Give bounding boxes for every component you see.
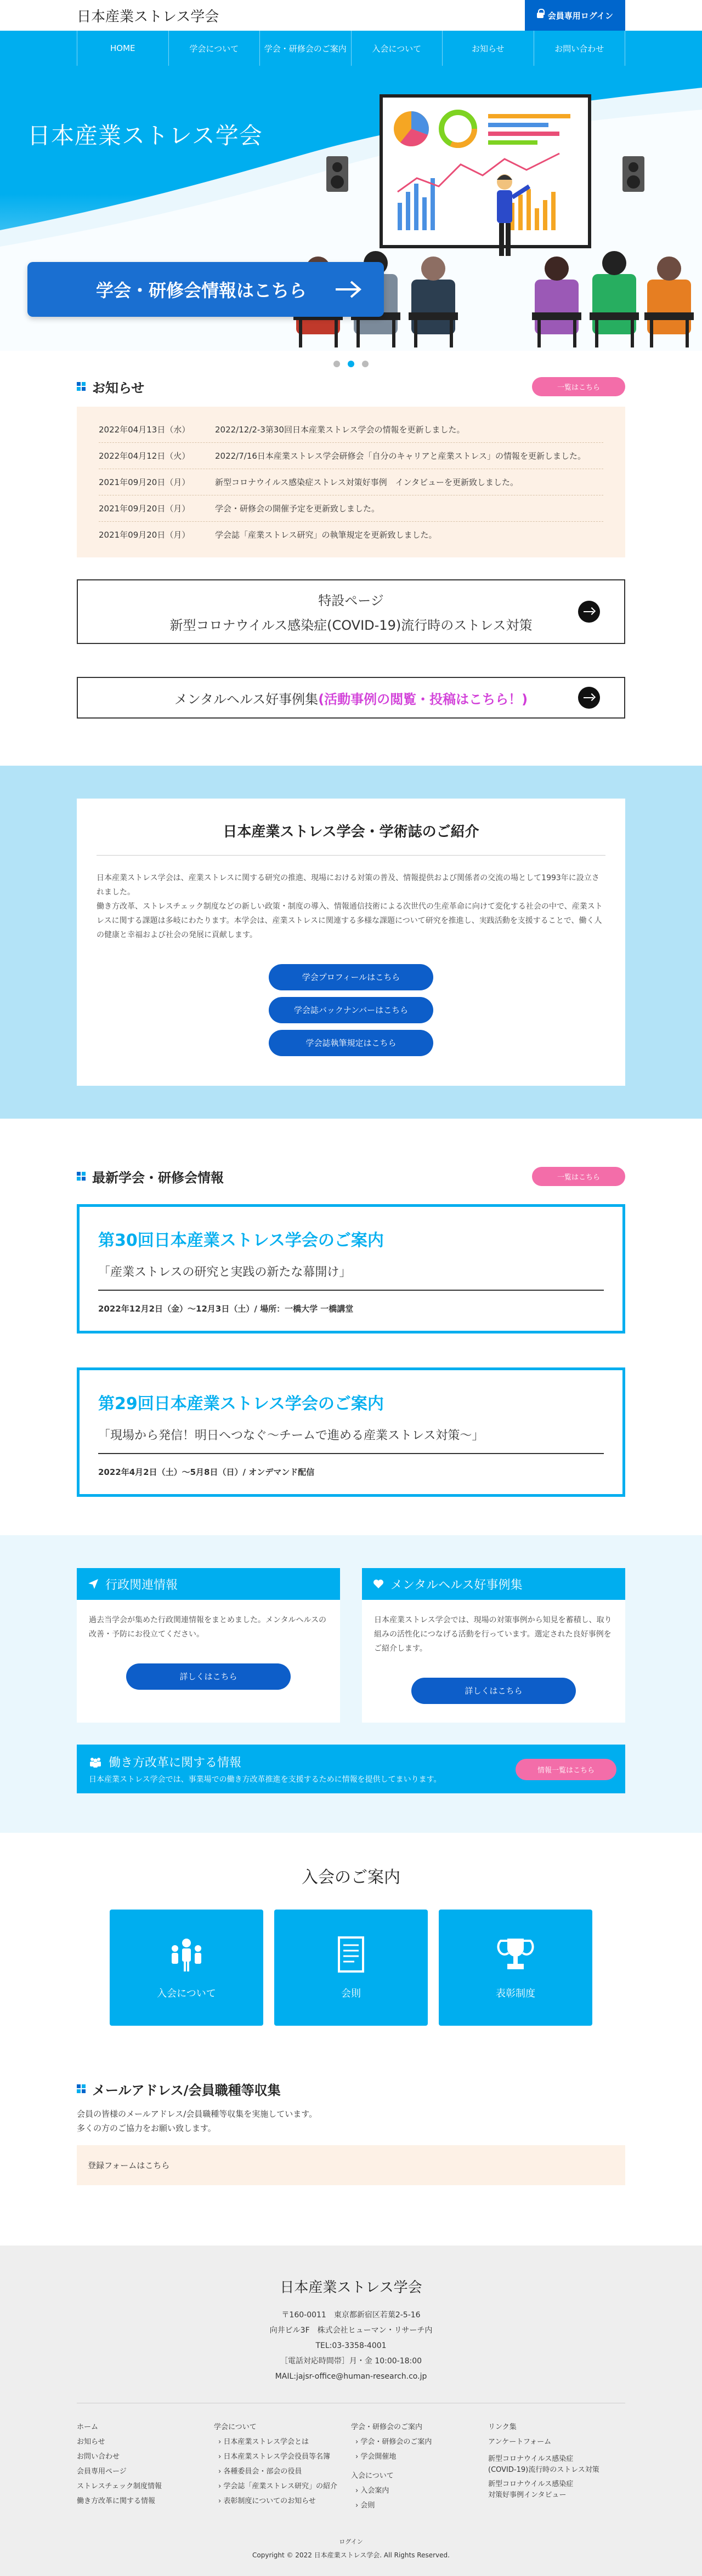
intro-p1: 日本産業ストレス学会は、産業ストレスに関する研究の推進、現場における対策の普及、情報提供および関係者の交流の場として1993年に設立されました。 bbox=[97, 874, 599, 897]
event-title: 第30回日本産業ストレス学会のご案内 bbox=[98, 1231, 384, 1250]
mental-info-body: 日本産業ストレス学会では、現場の対策事例から知見を蓄積し、取り組みの活性化につなげる活動を行っています。選定された良好事例をご紹介します。 bbox=[374, 1616, 612, 1653]
covid-feature-link[interactable] bbox=[77, 579, 625, 644]
admin-info-body: 過去当学会が集めた行政関連情報をまとめました。メンタルヘルスの改善・予防にお役立てください。 bbox=[89, 1616, 327, 1639]
intro-p2: 働き方改革、ストレスチェック制度などの新しい政策・制度の導入、情報通信技術による次世代の生産革命に向けて変化する社会の中で、産業ストレスに関する課題は多岐にわたります。本学会は、産業ストレスに関連する多様な課題について研究を推進し、実践活動を支援することで、働く人の健康と幸福および社会の発展に貢献します。 bbox=[97, 902, 603, 939]
events-banner-label: 学会・研修会情報はこちら bbox=[96, 280, 307, 301]
footer-link[interactable]: › 日本産業ストレス学会とは bbox=[218, 2438, 309, 2446]
bylaws-tile[interactable] bbox=[274, 1910, 428, 2026]
footer-login-link[interactable]: ログイン bbox=[339, 2538, 363, 2545]
event-card[interactable] bbox=[77, 1204, 625, 1333]
footer-link[interactable]: › 入会案内 bbox=[355, 2487, 389, 2495]
hero-title: 日本産業ストレス学会 bbox=[27, 122, 263, 149]
footer-sitemap bbox=[77, 2403, 625, 2513]
admin-info-panel bbox=[77, 1568, 340, 1723]
footer-link[interactable]: お問い合わせ bbox=[77, 2453, 120, 2461]
event-meta: 2022年4月2日（土）～5月8日（日）/ オンデマンド配信 bbox=[98, 1467, 315, 1477]
admin-info-title: 行政関連情報 bbox=[105, 1578, 178, 1592]
nav-home[interactable]: HOME bbox=[77, 31, 168, 66]
intro-paragraph bbox=[97, 871, 605, 942]
news-text: 2022/7/16日本産業ストレス学会研修会「自分のキャリアと産業ストレス」の情報を更新しました。 bbox=[215, 451, 586, 461]
footer-link[interactable]: (COVID-19)流行時のストレス対策 bbox=[488, 2466, 599, 2474]
footer-link[interactable]: 学会について bbox=[214, 2423, 257, 2431]
footer-link[interactable]: 働き方改革に関する情報 bbox=[77, 2497, 156, 2505]
phone-line: TEL:03-3358-4001 bbox=[315, 2341, 387, 2350]
footer-link[interactable]: 会員専用ページ bbox=[77, 2467, 127, 2476]
slider-dot[interactable] bbox=[362, 361, 369, 367]
awards-tile-label: 表彰制度 bbox=[496, 1988, 535, 1999]
circle-arrow-icon bbox=[578, 601, 600, 623]
events-list-button[interactable]: 一覧はこちら bbox=[532, 1167, 625, 1186]
mental-health-cases-link[interactable] bbox=[77, 677, 625, 719]
news-heading bbox=[77, 377, 144, 396]
nav-events[interactable]: 学会・研修会のご案内 bbox=[259, 31, 351, 66]
news-item[interactable] bbox=[99, 443, 603, 469]
footer-link[interactable]: リンク集 bbox=[488, 2423, 517, 2431]
footer-link[interactable]: アンケートフォーム bbox=[488, 2438, 552, 2446]
profile-button[interactable]: 学会プロフィールはこちら bbox=[269, 964, 433, 990]
grid-squares-icon bbox=[77, 1172, 86, 1181]
events-title: 最新学会・研修会情報 bbox=[92, 1170, 224, 1186]
email-line[interactable]: MAIL:jajsr-office@human-research.co.jp bbox=[275, 2372, 427, 2381]
footer-col-1 bbox=[77, 2420, 214, 2513]
intro-card bbox=[77, 799, 625, 1086]
footer-col-4 bbox=[488, 2420, 625, 2513]
mental-info-panel bbox=[362, 1568, 625, 1723]
event-card[interactable] bbox=[77, 1367, 625, 1497]
news-item[interactable] bbox=[99, 522, 603, 548]
intro-title: 日本産業ストレス学会・学術誌のご紹介 bbox=[97, 820, 605, 856]
arrow-right-icon bbox=[335, 280, 362, 299]
mail-p1: 会員の皆様のメールアドレス/会員職種等収集を実施しています。 bbox=[77, 2109, 318, 2119]
grid-squares-icon bbox=[77, 382, 86, 391]
mail-text bbox=[77, 2107, 625, 2135]
footer-link[interactable]: 新型コロナウイルス感染症 bbox=[488, 2455, 574, 2463]
footer-link[interactable]: › 学会・研修会のご案内 bbox=[355, 2438, 432, 2446]
slider-dot-active[interactable] bbox=[348, 361, 354, 367]
mental-info-header bbox=[362, 1568, 625, 1600]
footer-link[interactable]: 新型コロナウイルス感染症 bbox=[488, 2480, 574, 2488]
feature-line1: 特設ページ bbox=[318, 593, 384, 608]
footer-link[interactable]: ストレスチェック制度情報 bbox=[77, 2482, 162, 2490]
top-bar bbox=[0, 0, 702, 31]
footer-link[interactable]: › 会則 bbox=[355, 2501, 375, 2510]
news-date: 2021年09月20日（月） bbox=[99, 530, 190, 540]
trophy-icon bbox=[496, 1935, 535, 1974]
document-icon bbox=[335, 1935, 367, 1974]
feature-line2: 新型コロナウイルス感染症(COVID-19)流行時のストレス対策 bbox=[169, 618, 533, 633]
people-icon bbox=[167, 1935, 206, 1974]
grid-squares-icon bbox=[77, 2084, 86, 2093]
people-group-icon bbox=[89, 1757, 102, 1768]
events-heading bbox=[77, 1167, 224, 1186]
info-section bbox=[0, 1535, 702, 1833]
work-reform-panel bbox=[77, 1745, 625, 1793]
awards-tile[interactable] bbox=[439, 1910, 592, 2026]
membership-section bbox=[77, 1833, 625, 2026]
footer-site-name: 日本産業ストレス学会 bbox=[280, 2279, 422, 2296]
heart-icon bbox=[373, 1579, 384, 1589]
backnumber-button[interactable]: 学会誌バックナンバーはこちら bbox=[269, 997, 433, 1023]
footer-link[interactable]: お知らせ bbox=[77, 2438, 105, 2446]
join-tile-label: 入会について bbox=[157, 1988, 216, 1999]
footer-col-3 bbox=[351, 2420, 488, 2513]
news-text: 学会誌「産業ストレス研究」の執筆規定を更新致しました。 bbox=[215, 530, 437, 540]
news-item[interactable] bbox=[99, 469, 603, 495]
nav-about[interactable]: 学会について bbox=[168, 31, 260, 66]
footer-link[interactable]: ホーム bbox=[77, 2423, 99, 2431]
event-meta: 2022年12月2日（金）～12月3日（土）/ 場所：一橋大学 一橋講堂 bbox=[98, 1304, 354, 1314]
news-date: 2022年04月12日（火） bbox=[99, 451, 190, 461]
work-reform-button[interactable]: 情報一覧はこちら bbox=[516, 1759, 616, 1780]
events-banner-button[interactable] bbox=[27, 262, 384, 317]
send-icon bbox=[88, 1578, 99, 1589]
admin-info-header bbox=[77, 1568, 340, 1600]
news-section bbox=[77, 373, 625, 719]
footer-link[interactable]: › 表彰制度についてのお知らせ bbox=[218, 2497, 316, 2505]
submission-rules-button[interactable]: 学会誌執筆規定はこちら bbox=[269, 1030, 433, 1056]
events-section bbox=[77, 1119, 625, 1497]
news-list-button[interactable]: 一覧はこちら bbox=[532, 377, 625, 396]
nav-membership[interactable]: 入会について bbox=[351, 31, 443, 66]
nav-news[interactable]: お知らせ bbox=[442, 31, 534, 66]
intro-section bbox=[0, 766, 702, 1119]
event-title: 第29回日本産業ストレス学会のご案内 bbox=[98, 1394, 384, 1414]
work-reform-title: 働き方改革に関する情報 bbox=[109, 1756, 242, 1770]
address-line: 〒160-0011 東京都新宿区若葉2-5-16 bbox=[281, 2311, 421, 2319]
news-date: 2022年04月13日（水） bbox=[99, 425, 190, 435]
member-login-label: 会員専用ログイン bbox=[547, 10, 613, 21]
mental-info-title: メンタルヘルス好事例集 bbox=[390, 1578, 523, 1592]
slider-dot[interactable] bbox=[333, 361, 340, 367]
news-date: 2021年09月20日（月） bbox=[99, 477, 190, 487]
bylaws-tile-label: 会則 bbox=[341, 1988, 361, 1999]
member-login-button[interactable] bbox=[525, 0, 625, 31]
membership-title: 入会のご案内 bbox=[302, 1868, 400, 1887]
footer-link[interactable]: 対策好事例インタビュー bbox=[488, 2491, 567, 2499]
nav-contact[interactable]: お問い合わせ bbox=[534, 31, 626, 66]
work-reform-body: 日本産業ストレス学会では、事業場での働き方改革推進を支援するために情報を提供してまいります。 bbox=[89, 1775, 441, 1784]
registration-form-link[interactable]: 登録フォームはこちら bbox=[77, 2145, 625, 2185]
news-list bbox=[77, 407, 625, 557]
join-tile[interactable] bbox=[110, 1910, 263, 2026]
address-line: 向井ビル3F 株式会社ヒューマン・リサーチ内 bbox=[269, 2326, 433, 2335]
hero-slider bbox=[0, 66, 702, 351]
site-title[interactable]: 日本産業ストレス学会 bbox=[77, 8, 219, 25]
mail-title: メールアドレス/会員職種等収集 bbox=[92, 2082, 281, 2098]
footer-link[interactable]: 入会について bbox=[351, 2472, 394, 2480]
hours-line: ［電話対応時間帯］月・金 10:00-18:00 bbox=[280, 2357, 422, 2366]
event-subtitle: 「産業ストレスの研究と実践の新たな幕開け」 bbox=[98, 1263, 604, 1291]
news-text: 学会・研修会の開催予定を更新致しました。 bbox=[215, 504, 380, 514]
copyright: Copyright © 2022 日本産業ストレス学会. All Rights Reserved. bbox=[252, 2551, 450, 2559]
slider-dots bbox=[0, 361, 702, 367]
footer-link[interactable]: 学会・研修会のご案内 bbox=[351, 2423, 423, 2431]
news-text: 2022/12/2-3第30回日本産業ストレス学会の情報を更新しました。 bbox=[215, 425, 465, 435]
mental-link-highlight: (活動事例の閲覧・投稿はこちら！) bbox=[318, 691, 528, 707]
mail-collection-section bbox=[77, 2026, 625, 2185]
circle-arrow-icon bbox=[578, 687, 600, 709]
news-item[interactable] bbox=[99, 495, 603, 522]
admin-info-button[interactable]: 詳しくはこちら bbox=[126, 1663, 291, 1690]
main-nav bbox=[0, 31, 702, 66]
footer-link[interactable]: › 日本産業ストレス学会役員等名簿 bbox=[218, 2453, 330, 2461]
footer bbox=[0, 2246, 702, 2576]
mail-p2: 多くの方のご協力をお願い致します。 bbox=[77, 2123, 216, 2133]
footer-address bbox=[77, 2307, 625, 2384]
footer-col-2 bbox=[214, 2420, 351, 2513]
footer-link[interactable]: › 学会開催地 bbox=[355, 2453, 397, 2461]
news-date: 2021年09月20日（月） bbox=[99, 504, 190, 514]
event-subtitle: 「現場から発信！明日へつなぐ～チームで進める産業ストレス対策～」 bbox=[98, 1426, 604, 1454]
news-item[interactable] bbox=[99, 417, 603, 443]
news-text: 新型コロナウイルス感染症ストレス対策好事例 インタビューを更新致しました。 bbox=[215, 477, 519, 487]
lock-icon bbox=[537, 13, 544, 18]
mail-heading bbox=[77, 2079, 281, 2099]
news-title: お知らせ bbox=[92, 380, 145, 396]
mental-info-button[interactable]: 詳しくはこちら bbox=[411, 1678, 576, 1704]
mental-link-text: メンタルヘルス好事例集 bbox=[174, 691, 319, 707]
footer-link[interactable]: › 学会誌「産業ストレス研究」の紹介 bbox=[218, 2482, 337, 2490]
footer-link[interactable]: › 各種委員会・部会の役員 bbox=[218, 2467, 302, 2476]
